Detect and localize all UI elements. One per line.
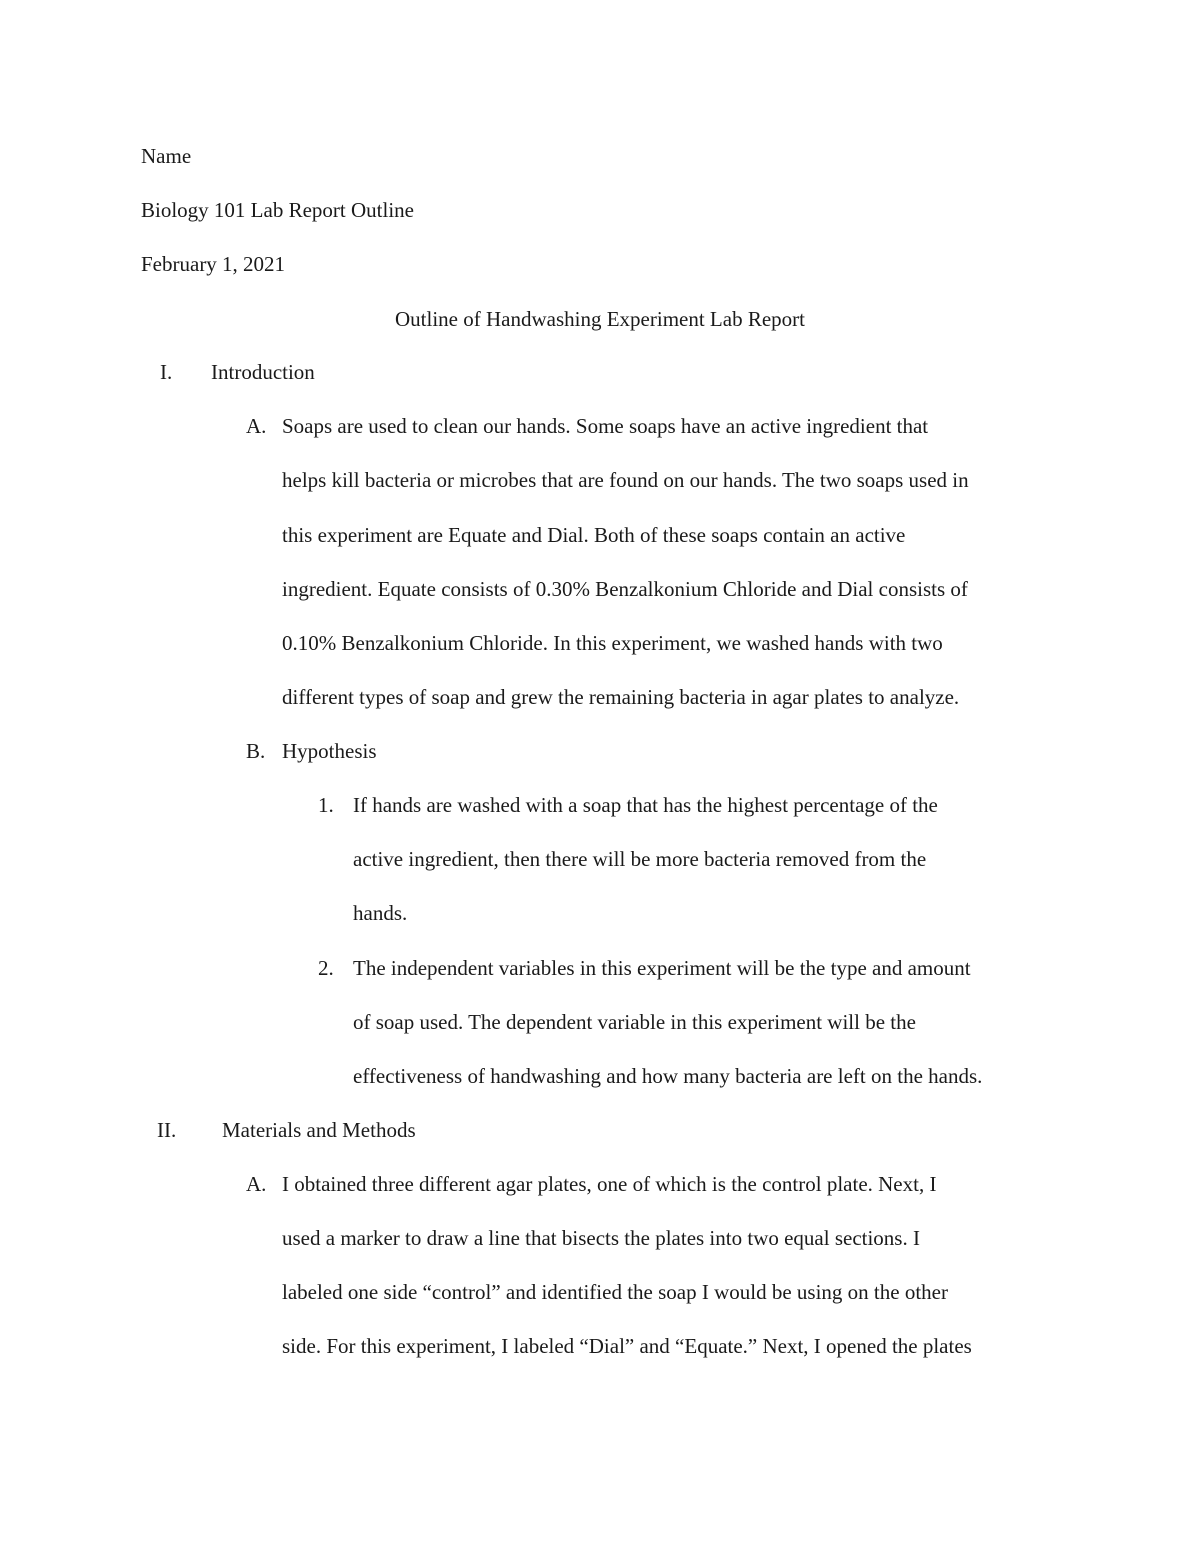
paragraph-line: The independent variables in this experiment will be the type and amount — [353, 956, 971, 980]
paragraph-line: I obtained three different agar plates, one of which is the control plate. Next, I — [282, 1172, 937, 1196]
report-date: February 1, 2021 — [141, 252, 286, 276]
student-name: Name — [141, 144, 192, 168]
subheading-hypothesis: Hypothesis — [282, 739, 377, 763]
paragraph-line: used a marker to draw a line that bisects the plates into two equal sections. I — [282, 1226, 920, 1250]
paragraph-line: helps kill bacteria or microbes that are found on our hands. The two soaps used in — [282, 468, 969, 492]
paragraph-line: 0.10% Benzalkonium Chloride. In this experiment, we washed hands with two — [282, 631, 943, 655]
document-title: Outline of Handwashing Experiment Lab Report — [395, 307, 805, 331]
paragraph-line: ingredient. Equate consists of 0.30% Benzalkonium Chloride and Dial consists of — [282, 577, 968, 601]
paragraph-line: effectiveness of handwashing and how many bacteria are left on the hands. — [353, 1064, 983, 1088]
paragraph-line: hands. — [353, 901, 408, 925]
item-marker: A. — [246, 1172, 267, 1196]
paragraph-line: this experiment are Equate and Dial. Both of these soaps contain an active — [282, 523, 906, 547]
section-marker: II. — [157, 1118, 177, 1142]
paragraph-line: different types of soap and grew the remaining bacteria in agar plates to analyze. — [282, 685, 960, 709]
subitem-marker: 1. — [318, 793, 334, 817]
paragraph-line: side. For this experiment, I labeled “Dial” and “Equate.” Next, I opened the plates — [282, 1334, 972, 1358]
subitem-marker: 2. — [318, 956, 334, 980]
section-heading-materials-methods: Materials and Methods — [222, 1118, 416, 1142]
paragraph-line: labeled one side “control” and identified the soap I would be using on the other — [282, 1280, 948, 1304]
section-marker: I. — [160, 360, 173, 384]
course-title: Biology 101 Lab Report Outline — [141, 198, 414, 222]
item-marker: B. — [246, 739, 266, 763]
section-heading-introduction: Introduction — [211, 360, 315, 384]
paragraph-line: of soap used. The dependent variable in this experiment will be the — [353, 1010, 916, 1034]
paragraph-line: Soaps are used to clean our hands. Some soaps have an active ingredient that — [282, 414, 929, 438]
paragraph-line: If hands are washed with a soap that has the highest percentage of the — [353, 793, 938, 817]
paragraph-line: active ingredient, then there will be more bacteria removed from the — [353, 847, 927, 871]
item-marker: A. — [246, 414, 267, 438]
